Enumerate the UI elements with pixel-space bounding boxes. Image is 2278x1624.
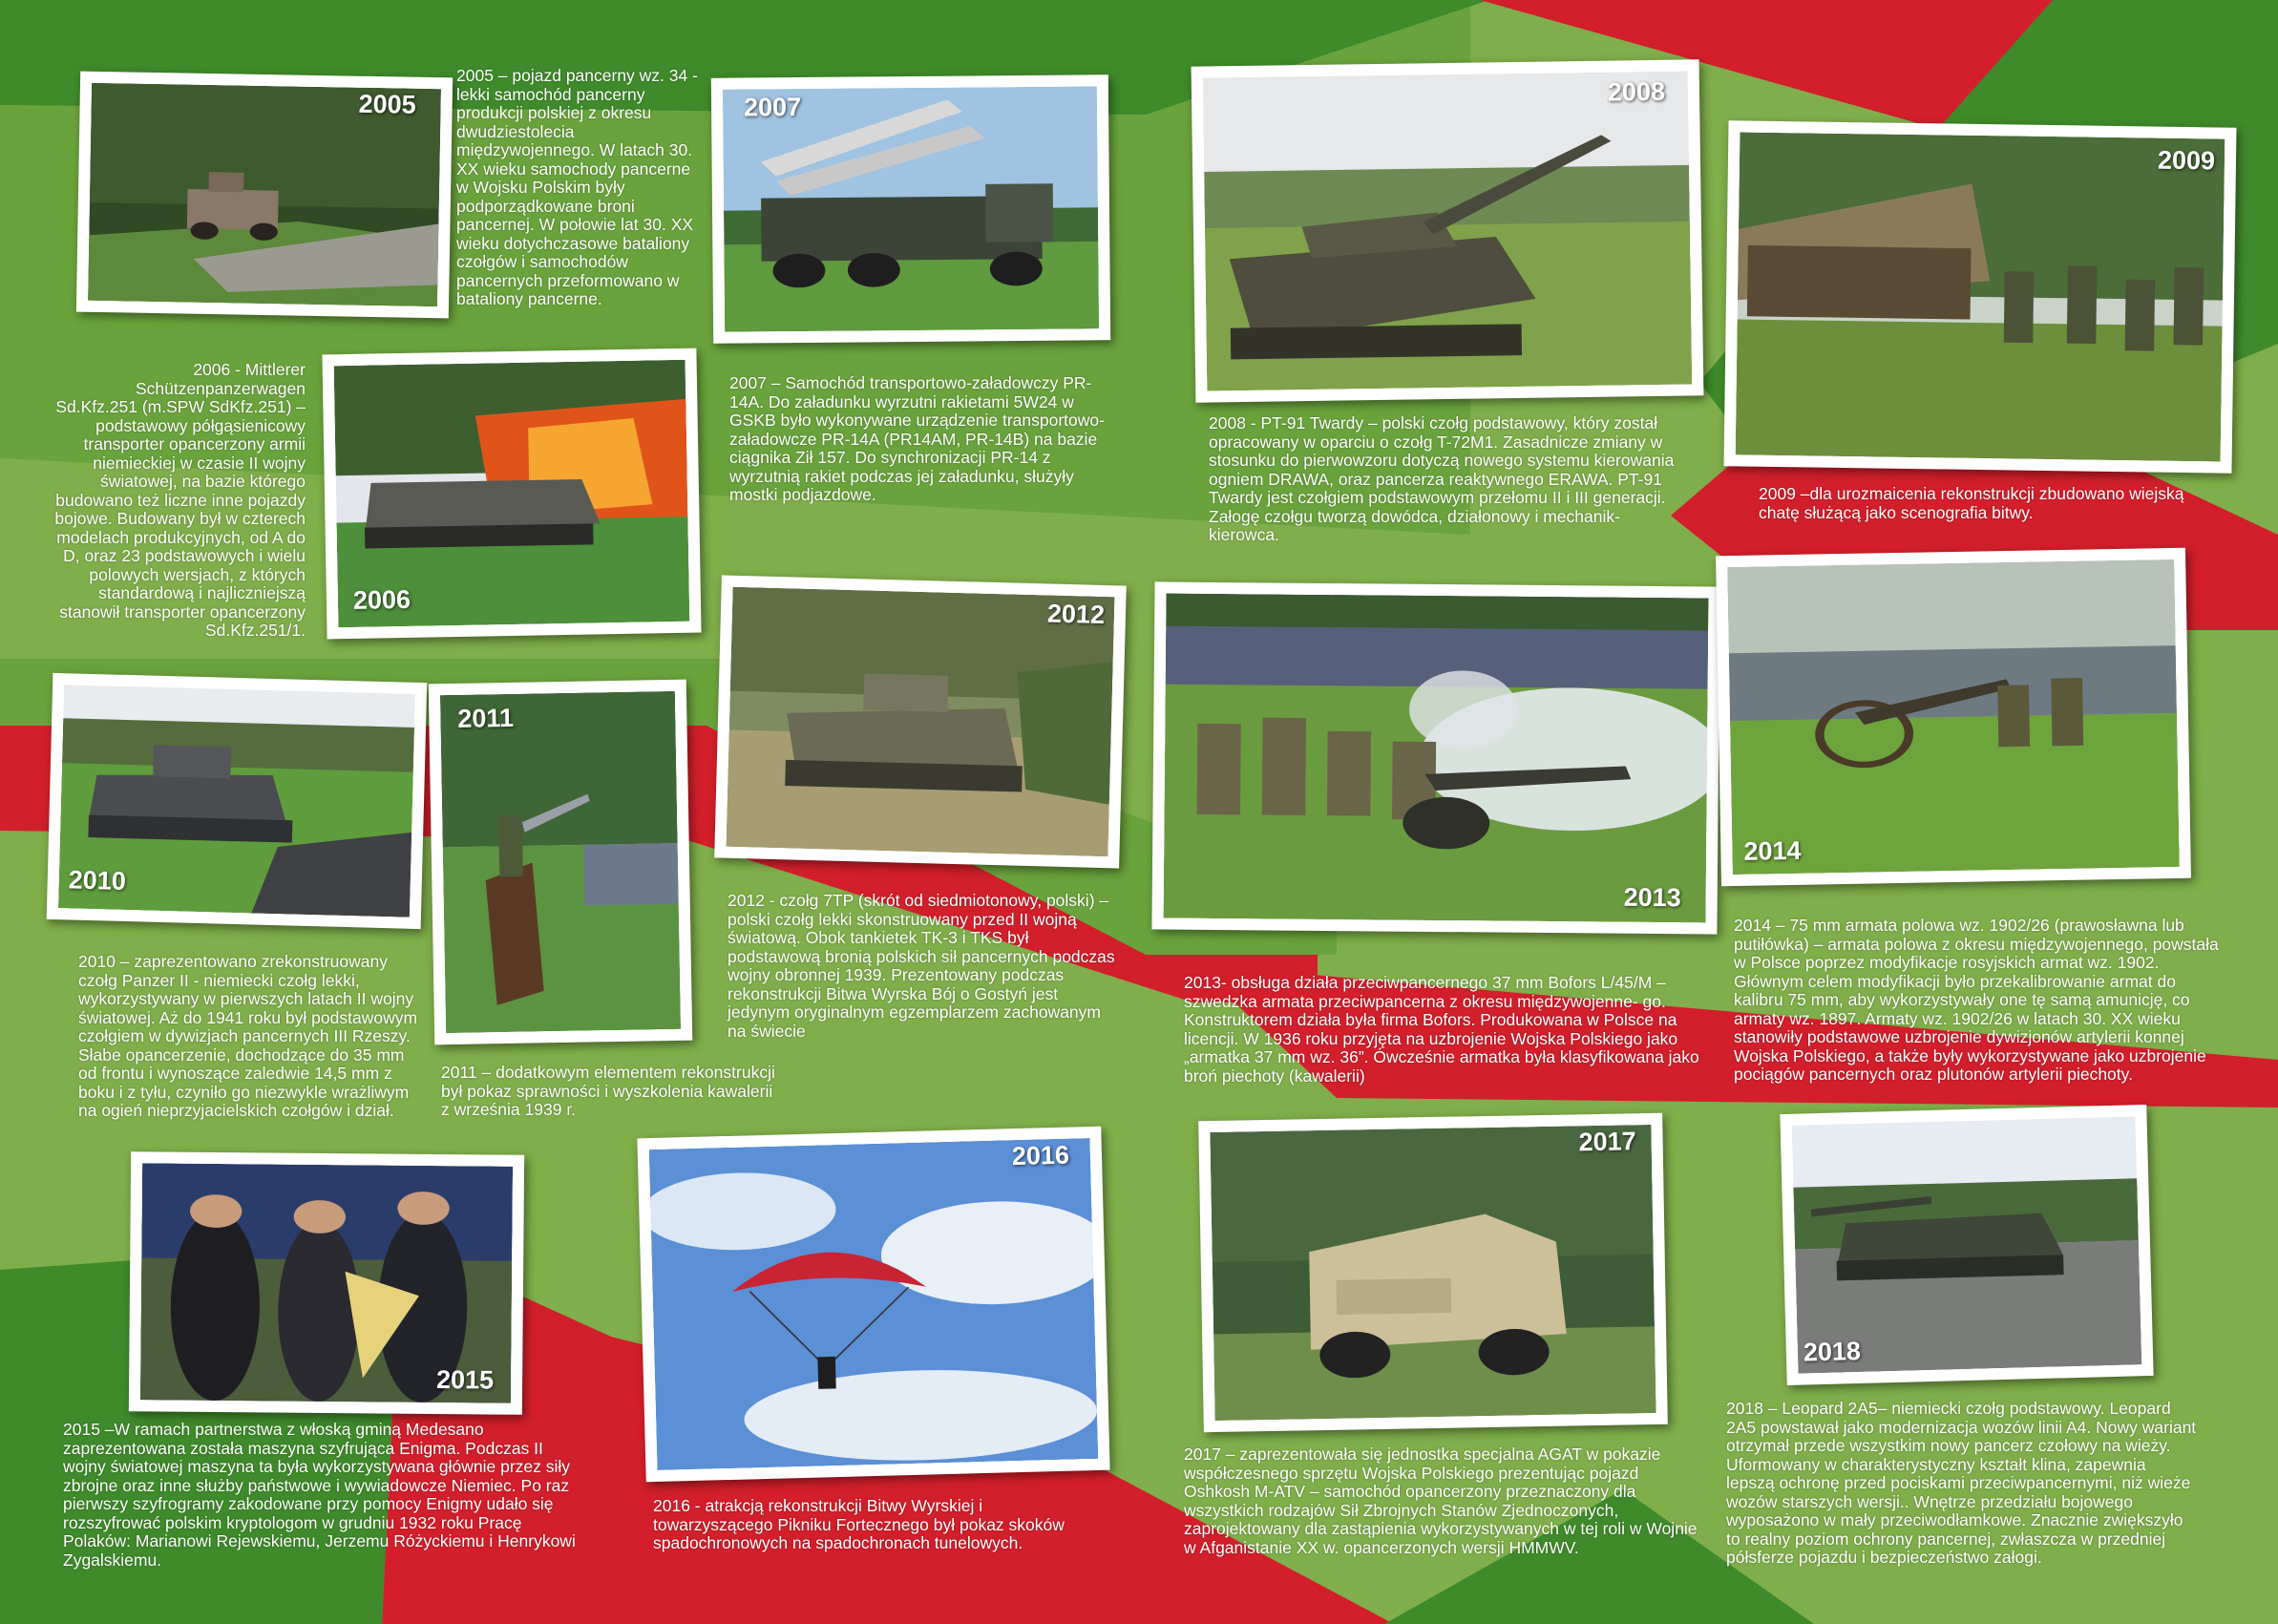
year-label: 2012 [1046,599,1106,630]
photo-2013 [1151,581,1719,934]
photo-2017 [1198,1113,1668,1432]
year-label: 2014 [1743,835,1802,866]
caption-2007: 2007 – Samochód transportowo-załadowczy PR-14A. Do załadunku wyrzutni rakietami 5W24 w GSKB było wykonywane urządzenie transportowo-załadowcze PR-14A (PR14AM, PR-14B) na bazie ciągnika Ził 157. Do synchronizacji PR-14 z wyrzutnią rakiet podczas jej załadunku, służyły mostki podjazdowe. [729,373,1105,504]
photo-2010 [47,673,428,929]
caption-2008: 2008 - PT-91 Twardy – polski czołg podstawowy, który został opracowany w oparciu o czołg T-72M1. Zasadnicze zmiany w stosunku do pierwowzoru dotyczą nowego systemu kierowania ogniem DRAWA, oraz pancerza reaktywnego ERAWA. PT-91 Twardy jest czołgiem podstawowym przełomu II i III generacji. Załogę czołgu tworzą dowódca, działonowy i mechanik-kierowca. [1209,413,1675,544]
photo-2018 [1780,1105,2153,1385]
photo-2016 [637,1127,1109,1483]
caption-2016: 2016 - atrakcją rekonstrukcji Bitwy Wyrskiej i towarzyszącego Pikniku Fortecznego był pokaz skoków spadochronowych na spadochronach tunelowych. [653,1496,1065,1552]
photo-2015 [129,1151,524,1415]
photo-2011-image [440,691,681,1033]
photo-2006 [322,348,701,640]
caption-2015: 2015 –W ramach partnerstwa z włoską gminą Medesano zaprezentowana została maszyna szyfrująca Enigma. Podczas II wojny światowej maszyna ta była wykorzystywana głównie przez siły zbrojne oraz inne służby państwowe i wywiadowcze Niemiec. Po raz pierwszy szyfrogramy zakodowane przy pomocy Enigmy udało się rozszyfrować polskim kryptologom w grudniu 1932 roku Pracę Polaków: Marianowi Rejewskiemu, Jerzemu Różyckiemu i Henrykowi Zygalskiemu. [63,1420,576,1570]
caption-2018: 2018 – Leopard 2A5– niemiecki czołg podstawowy. Leopard 2A5 powstawał jako modernizacja wozów linii A4. Nowy wariant otrzymał przede wszystkim nowy pancerz czołowy na wieży. Uformowany w charakterystyczny kształt klina, zapewnia lepszą ochronę przed pociskami przeciwpancernymi, niż wieże wozów starszych wersji.. Wnętrze przedziału bojowego wyposażono w mały przeciwodłamkowe. Znacznie zwiększyło to realny poziom ochrony pancernej, zwłaszcza w przedniej półsferze pojazdu i bezpieczeństwo załogi. [1726,1399,2197,1567]
photo-2014-image [1727,559,2180,875]
caption-2005: 2005 – pojazd pancerny wz. 34 - lekki samochód pancerny produkcji polskiej z okresu dwudziestolecia międzywojennego. W latach 30. XX wieku samochody pancerne w Wojsku Polskim były podporządkowane broni pancernej. W połowie lat 30. XX wieku dotychczasowe bataliony czołgów i samochodów pancernych przeformowano w bataliony pancerne. [456,66,698,308]
year-label: 2010 [68,865,127,896]
photo-2008-image [1203,71,1693,390]
caption-2012: 2012 - czołg 7TP (skrót od siedmiotonowy, polski) – polski czołg lekki skonstruowany przed II wojną światową. Obok tankietek TK-3 i TKS był podstawową bronią polskich sił pancernych podczas wojny obronnej 1939. Prezentowany podczas rekonstrukcji Bitwa Wyrska Bój o Gostyń jest jedynym oryginalnym egzemplarzem zachowanym na świecie [728,891,1115,1041]
caption-2013: 2013- obsługa działa przeciwpancernego 37 mm Bofors L/45/M – szwedzka armata przeciwpancerna z okresu międzywojenne- go. Konstruktorem działa była firma Bofors. Produkowana w Polsce na licencji. W 1936 roku przyjęta na uzbrojenie Wojska Polskiego jako „armatka 37 mm wz. 36”. Ówcześnie armatka była klasyfikowana jako broń piechoty (kawalerii) [1184,973,1699,1086]
caption-2010: 2010 – zaprezentowano zrekonstruowany czołg Panzer II - niemiecki czołg lekki, wykorzystywany w pierwszych latach II wojny światowej. Aż do 1941 roku był podstawowym czołgiem w dywizjach pancernych III Rzeszy. Słabe opancerzenie, dochodzące do 35 mm od frontu i wynoszące zaledwie 14,5 mm z boku i z tyłu, czyniło go niezwykle wrażliwym na ogień nieprzyjacielskich czołgów i dział. [78,952,418,1120]
photo-2007 [711,74,1110,344]
caption-2009: 2009 –dla urozmaicenia rekonstrukcji zbudowano wiejską chatę służącą jako scenografia bitwy. [1759,484,2184,522]
photo-2009-image [1736,132,2225,461]
photo-2018-image [1792,1116,2142,1373]
caption-2006: 2006 - Mittlerer Schützenpanzerwagen Sd.Kfz.251 (m.SPW SdKfz.251) – podstawowy półgąsienicowy transporter opancerzony armii niemieckiej w czasie II wojny światowej, na bazie którego budowano też liczne inne pojazdy bojowe. Budowany był w czterech modelach produkcyjnych, od A do D, oraz 23 podstawowych i wielu polowych wersjach, z których standardową i najliczniejszą stanowił transporter opancerzony Sd.Kfz.251/1. [54,360,306,640]
year-label: 2016 [1011,1140,1070,1171]
photo-2016-image [649,1138,1099,1470]
year-label: 2017 [1578,1127,1636,1157]
photo-2005 [76,72,453,319]
year-label: 2005 [358,89,416,119]
photo-2012 [714,576,1127,869]
year-label: 2018 [1803,1336,1862,1367]
photo-2008 [1192,59,1704,402]
caption-2017: 2017 – zaprezentowała się jednostka specjalna AGAT w pokazie współczesnego sprzętu Wojska Polskiego prezentując pojazd Oshkosh M-ATV – samochód opancerzony przeznaczony dla wszystkich rodzajów Sił Zbrojnych Stanów Zjednoczonych, zaprojektowany dla zastąpienia wykorzystywanych w tej roli w Wojnie w Afganistanie XX w. opancerzonych wersji HMMWV. [1184,1445,1698,1557]
caption-2011: 2011 – dodatkowym elementem rekonstrukcji był pokaz sprawności i wyszkolenia kawalerii z września 1939 r. [441,1063,775,1119]
photo-2014 [1716,548,2191,887]
caption-2014: 2014 – 75 mm armata polowa wz. 1902/26 (prawosławna lub putiłówka) – armata polowa z okresu międzywojennego, powstała w Polsce poprzez modyfikacje rosyjskich armat wz. 1902. Głównym celem modyfikacji było przekalibrowanie armat do kalibru 75 mm, aby wykorzystywały one tę samą amunicję, co armaty wz. 1897. Armaty wz. 1902/26 w latach 30. XX wieku stanowiły podstawowe uzbrojenie dywizjonów artylerii konnej Wojska Polskiego, a także były wykorzystywane jako uzbrojenie pociągów pancernych oraz plutonów artylerii piechoty. [1734,916,2219,1084]
year-label: 2008 [1607,76,1666,107]
year-label: 2013 [1623,882,1681,913]
photo-2007-image [723,86,1099,331]
photo-2013-image [1164,594,1709,923]
year-label: 2006 [352,584,411,615]
year-label: 2009 [2157,145,2216,176]
year-label: 2011 [457,703,515,733]
photo-2009 [1723,120,2236,473]
photo-2011 [429,680,693,1045]
year-label: 2015 [435,1365,495,1395]
year-label: 2007 [743,92,802,122]
photo-2017-image [1210,1125,1656,1421]
